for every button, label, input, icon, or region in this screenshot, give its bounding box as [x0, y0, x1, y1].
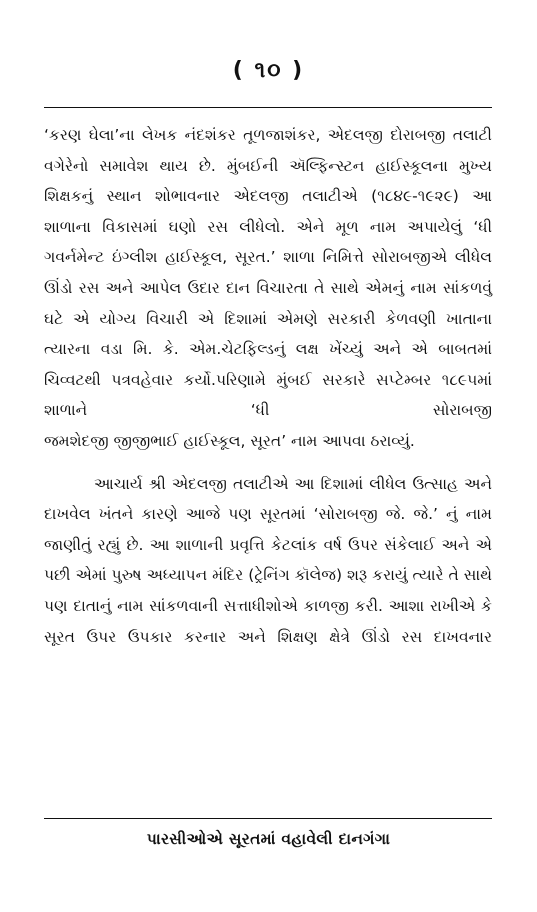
body-text	[44, 120, 492, 652]
paragraph-text: આચાર્ય શ્રી એદલજી તલાટીએ આ દિશામાં લીધેલ ઉત્સાહ અને દાખવેલ ખંતને કારણે આજે પણ સૂરતમાં ‘સોરાબજી જે. જે.’ નું નામ જાણીતું રહ્યું છે. આ શાળાની પ્રવૃત્તિ કેટલાંક વર્ષ ઉપર સંકેલાઈ અને એ પછી એમાં પુરુષ અધ્યાપન મંદિર (ટ્રેનિંગ કૉલેજ) શરૂ કરાયું ત્યારે તે સાથે પણ દાતાનું નામ સાંકળવાની સત્તાધીશોએ કાળજી કરી. આશા રાખીએ કે સૂરત ઉપર ઉપકાર કરનાર અને શિક્ષણ ક્ષેત્રે ઊંડો રસ દાખવનાર	[44, 474, 492, 646]
paragraph-text: ‘કરણ ઘેલા’ના લેખક નંદશંકર તૂળજાશંકર, એદલજી દોરાબજી તલાટી વગેરેનો સમાવેશ થાય છે. મુંબઈની ઍલ્ફિન્સ્ટન હાઈસ્કૂલના મુખ્ય શિક્ષકનું સ્થાન શોભાવનાર એદલજી તલાટીએ (૧૮૪૯-૧૯૨૯) આ શાળાના વિકાસમાં ઘણો રસ લીધેલો. એને મૂળ નામ અપાયેલું ‘ધી ગવર્નમેન્ટ ઇંગ્લીશ હાઈસ્કૂલ, સૂરત.’ શાળા નિમિત્તે સોરાબજીએ લીધેલ ઊંડો રસ અને આપેલ ઉદાર દાન વિચારતા તે સાથે એમનું નામ સાંકળવું ઘટે એ યોગ્ય વિચારી એ દિશામાં એમણે સરકારી કેળવણી ખાતાના ત્યારના વડા મિ. કે. એમ.ચેટફિલ્ડનું લક્ષ ખેંચ્યું અને એ બાબતમાં ચિવ્વટથી પત્રવહેવાર કર્યો.પરિણામે મુંબઈ સરકારે સપ્ટેમ્બર ૧૮૯૫માં શાળાને ‘ધી સોરાબજી	[44, 126, 492, 420]
running-footer-title: પારસીઓએ સૂરતમાં વહાવેલી દાનગંગા	[146, 830, 391, 848]
paragraph	[44, 469, 492, 653]
header-rule	[44, 107, 492, 108]
paragraph	[44, 120, 492, 457]
paragraph-last-line: જમશેદજી જીજીભાઈ હાઈસ્કૂલ, સૂરત’ નામ આપવા ઠરાવ્યું.	[44, 431, 415, 450]
page-number: ( ૧૦ )	[232, 58, 305, 83]
footer-rule	[44, 818, 492, 819]
